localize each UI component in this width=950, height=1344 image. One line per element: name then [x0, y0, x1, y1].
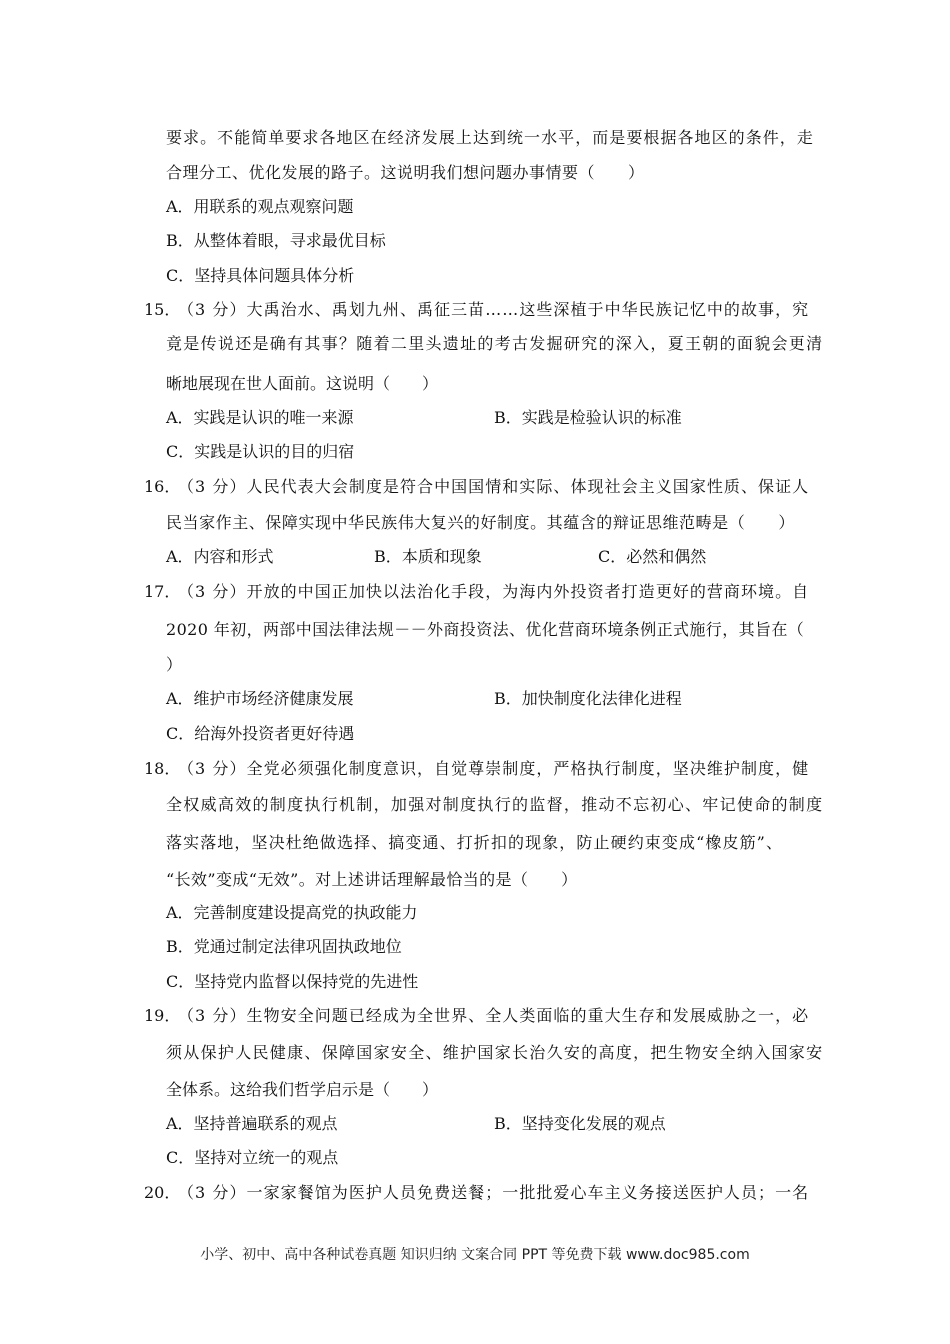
q19-number: 19． — [144, 1006, 181, 1025]
q18-line-1: （3 分）全党必须强化制度意识，自觉尊崇制度，严格执行制度，坚决维护制度，健 — [178, 759, 810, 778]
q16-number: 16． — [144, 477, 181, 496]
q17-option-a: A．维护市场经济健康发展 — [166, 689, 354, 708]
q14-line-1: 要求。不能简单要求各地区在经济发展上达到统一水平，而是要根据各地区的条件，走 — [166, 128, 814, 147]
q18-line-2: 全权威高效的制度执行机制，加强对制度执行的监督，推动不忘初心、牢记使命的制度 — [166, 795, 824, 814]
q16-option-a: A．内容和形式 — [166, 547, 274, 566]
q17-option-b: B．加快制度化法律化进程 — [494, 689, 682, 708]
q14-line-2: 合理分工、优化发展的路子。这说明我们想问题办事情要（ ） — [166, 163, 645, 182]
q15-line-1: （3 分）大禹治水、禹划九州、禹征三苗……这些深植于中华民族记忆中的故事，究 — [178, 300, 810, 319]
q19-line-3: 全体系。这给我们哲学启示是（ ） — [166, 1080, 439, 1099]
q17-line-2: 2020 年初，两部中国法律法规－－外商投资法、优化营商环境条例正式施行，其旨在（ — [166, 620, 805, 639]
q15-option-b: B．实践是检验认识的标准 — [494, 408, 682, 427]
q16-line-1: （3 分）人民代表大会制度是符合中国国情和实际、体现社会主义国家性质、保证人 — [178, 477, 810, 496]
q14-option-b: B．从整体着眼，寻求最优目标 — [166, 231, 386, 250]
q18-line-3: 落实落地，坚决杜绝做选择、搞变通、打折扣的现象，防止硬约束变成“橡皮筋”、 — [166, 833, 784, 852]
q17-number: 17． — [144, 582, 181, 601]
q15-option-c: C．实践是认识的目的归宿 — [166, 442, 355, 461]
q20-line-1: （3 分）一家家餐馆为医护人员免费送餐；一批批爱心车主义务接送医护人员；一名 — [178, 1183, 810, 1202]
q15-line-3: 晰地展现在世人面前。这说明（ ） — [166, 374, 439, 393]
q16-option-c: C．必然和偶然 — [598, 547, 707, 566]
q20-number: 20． — [144, 1183, 181, 1202]
q17-line-1: （3 分）开放的中国正加快以法治化手段，为海内外投资者打造更好的营商环境。自 — [178, 582, 810, 601]
q15-number: 15． — [144, 300, 181, 319]
q19-option-b: B．坚持变化发展的观点 — [494, 1114, 666, 1133]
q15-line-2: 竟是传说还是确有其事？随着二里头遗址的考古发掘研究的深入，夏王朝的面貌会更清 — [166, 334, 824, 353]
q18-option-b: B．党通过制定法律巩固执政地位 — [166, 937, 402, 956]
page-footer: 小学、初中、高中各种试卷真题 知识归纳 文案合同 PPT 等免费下载 www.doc985.com — [200, 1247, 750, 1263]
q14-option-c: C．坚持具体问题具体分析 — [166, 266, 355, 285]
q16-line-2: 民当家作主、保障实现中华民族伟大复兴的好制度。其蕴含的辩证思维范畴是（ ） — [166, 513, 795, 532]
q18-line-4: “长效”变成“无效”。对上述讲话理解最恰当的是（ ） — [166, 870, 578, 889]
q17-option-c: C．给海外投资者更好待遇 — [166, 724, 355, 743]
q18-number: 18． — [144, 759, 181, 778]
q14-option-a: A．用联系的观点观察问题 — [166, 197, 354, 216]
q19-line-1: （3 分）生物安全问题已经成为全世界、全人类面临的重大生存和发展威胁之一，必 — [178, 1006, 810, 1025]
q16-option-b: B．本质和现象 — [374, 547, 482, 566]
q19-option-a: A．坚持普遍联系的观点 — [166, 1114, 338, 1133]
q18-option-c: C．坚持党内监督以保持党的先进性 — [166, 972, 419, 991]
q15-option-a: A．实践是认识的唯一来源 — [166, 408, 354, 427]
q17-line-3: ） — [166, 655, 183, 674]
q18-option-a: A．完善制度建设提高党的执政能力 — [166, 903, 418, 922]
q19-line-2: 须从保护人民健康、保障国家安全、维护国家长治久安的高度，把生物安全纳入国家安 — [166, 1043, 824, 1062]
q19-option-c: C．坚持对立统一的观点 — [166, 1148, 339, 1167]
